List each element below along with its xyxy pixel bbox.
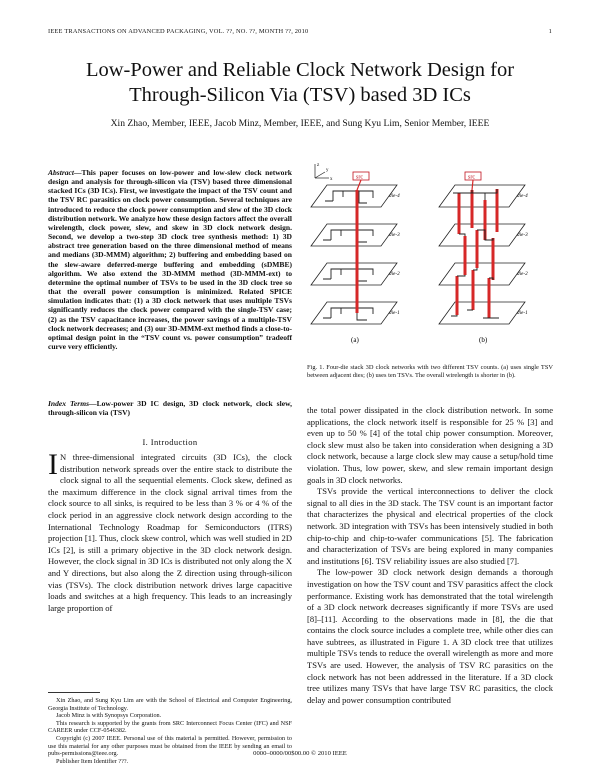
abstract (48, 168, 292, 351)
running-head (48, 28, 552, 35)
paragraph-power: the total power dissipated in the clock distribution network. In some applications, the clock network itself is responsible for 25 % [3] and even up to 50 % [4] of the total chip power consumption. Moreover, clock slew must also be taken into consideration when designing a 3D clock network, because a large clock slew may cause a setup/hold time violation. Thus, low power, skew, and slew remain important design goals in 3D clock networks. (307, 405, 553, 485)
panel-b-die-1-label: die-1 (517, 310, 528, 316)
section-heading: I. Introduction (142, 437, 198, 447)
footnote-affiliation-2: Jacob Minz is with Synopsys Corporation. (56, 712, 162, 720)
authors: Xin Zhao, Member, IEEE, Jacob Minz, Member, IEEE, and Sung Kyu Lim, Senior Member, IEEE (110, 118, 490, 129)
figure-1-diagram (307, 160, 553, 360)
abstract-lead: Abstract (48, 168, 74, 177)
panel-b-src-label: src (468, 174, 475, 181)
footnote-copyright: Copyright (c) 2007 IEEE. Personal use of this material is permitted. However, permission to use this material for any other purposes must be obtained from the IEEE by sending an email to pubs-permissions@ieee.org. (48, 734, 292, 758)
index-terms (48, 399, 292, 417)
panel-a-die-3 (311, 224, 397, 246)
drop-cap: I (48, 448, 58, 481)
panel-b-die-4-label: die-4 (517, 193, 528, 199)
panel-a-die-1 (311, 302, 397, 324)
panel-b-die-3 (439, 224, 525, 246)
title-line-2: Through-Silicon Via (TSV) based 3D ICs (129, 84, 471, 106)
axis-y-label: y (326, 168, 329, 173)
panel-a-label: (a) (351, 336, 359, 344)
axis-y-line (315, 172, 325, 178)
panel-a-die-3-label: die-3 (389, 232, 400, 238)
paper-title (20, 58, 580, 108)
panel-b-die-4 (439, 185, 525, 207)
journal-name: IEEE TRANSACTIONS ON ADVANCED PACKAGING, VOL. ??, NO. ??, MONTH ??, 2010 (48, 28, 309, 35)
panel-a-die-1-label: die-1 (389, 310, 400, 316)
panel-b-die-1 (439, 302, 525, 324)
abstract-text: —This paper focuses on low-power and low-slew clock network design and analysis for through-silicon via (TSV) based three dimensional stacked ICs (3D ICs). First, we investigate the impact of the TSV count and the TSV RC parasitics on clock power consumption. Several techniques are introduced to reduce the clock power consumption and slew of the 3D clock distribution network. We analyze how these design factors affect the overall wirelength, clock power, slew, and skew in 3D clock network design. Second, we develop a two-step 3D clock tree synthesis method: 1) 3D abstract tree generation based on the three dimensional method of means and medians (3D-MMM) algorithm; 2) buffering and embedding based on the slew-aware deferred-merge buffering and embedding (sDMBE) algorithm. We also extend the 3D-MMM method (3D-MMM-ext) to determine the optimal number of TSVs to be used in the 3D clock tree so that the overall power consumption is minimized. Related SPICE simulation indicates that: (1) a 3D clock network that uses multiple TSVs significantly reduces the clock power compared with the single-TSV case; (2) as the TSV capacitance increases, the power savings of a multiple-TSV clock network decreases; and (3) our 3D-MMM-ext method finds a close-to-optimal design point in the “TSV count vs. power consumption” tradeoff curve very efficiently. (48, 168, 292, 351)
panel-b-die-2-label: die-2 (517, 271, 528, 277)
axis-z-label: z (317, 163, 320, 168)
footnote-identifier: Publisher Item Identifier ???. (56, 757, 129, 765)
title-line-1: Low-Power and Reliable Clock Network Design for (85, 59, 515, 81)
index-terms-lead: Index Terms (48, 399, 90, 408)
panel-b-src-link (472, 180, 473, 190)
panel-a-clock-trees (323, 191, 373, 320)
panel-a-die-4 (311, 185, 397, 207)
index-terms-text: —Low-power 3D IC design, 3D clock network, clock slew, through-silicon via (TSV) (48, 399, 292, 418)
figure-1-caption: Fig. 1. Four-die stack 3D clock networks with two different TSV counts. (a) uses single TSV between adjacent dies; (b) uses ten TSVs. The overall wirelength is shorter in (b). (307, 364, 553, 379)
page-number: 1 (548, 28, 552, 35)
right-column-body (307, 405, 553, 706)
footnote-rule (48, 692, 100, 693)
intro-paragraph: N three-dimensional integrated circuits (3D ICs), the clock distribution network spreads over the entire stack to distribute the clock signal to all the sequential elements. Clock skew, defined as the maximum difference in the clock signal arrival times from the clock source to all sinks, is required to be less than 3 % or 4 % of the clock period in an aggressive clock network design according to the International Technology Roadmap for Semiconductors (ITRS) projection [1]. Thus, clock skew control, which was well studied in 2D ICs [2], is still a primary objective in the 3D clock network design. However, the clock signal in 3D ICs is distributed not only along the X and Y directions, but also along the Z direction using through-silicon vias (TSVs). The clock distribution network drives large capacitive loads and switches at a high frequency. This leads to an increasingly large proportion of (48, 452, 292, 613)
panel-b-dies (439, 185, 525, 324)
paragraph-low-power-design: The low-power 3D clock network design demands a thorough investigation on how the TSV count and TSV parasitics affect the clock performance. Existing work has demonstrated that the total wirelength of a 3D clock network decreases significantly if more TSVs are used [8]–[11]. According to the observations made in [8], the die that contains the clock source includes a complete tree, while other dies can have subtrees, as illustrated in Figure 1. A 3D clock tree that utilizes multiple TSVs tends to reduce the overall wirelength as more and more TSVs are used. However, the analysis of TSV RC parasitics on the clock network has not been addressed in the literature. If a 3D clock tree utilizes many TSVs that have large TSV RC parasitics, the clock delay and power consumption contributed (307, 567, 553, 705)
panel-b-label: (b) (479, 336, 488, 344)
introduction-body (48, 448, 292, 614)
page-footer: 0000–0000/00$00.00 © 2010 IEEE (253, 750, 347, 757)
footnote-affiliation: Xin Zhao, and Sung Kyu Lim are with the School of Electrical and Computer Engineering, Georgia Institute of Technology. (48, 697, 292, 712)
panel-a-src-label: src (356, 174, 363, 181)
panel-b-die-3-label: die-3 (517, 232, 528, 238)
paragraph-tsvs: TSVs provide the vertical interconnections to deliver the clock signal to all dies in the 3D stack. The TSV count is an important factor that characterizes the physical and electrical properties of the clock network. 3D integration with TSVs has been intensively studied in both chip-to-chip and chip-to-wafer communications [5]. The fabrication and characterization of TSVs are being explored in many companies and institutions [6]. TSV reliability issues are also studied [7]. (307, 486, 553, 566)
panel-a-die-2-label: die-2 (389, 271, 400, 277)
panel-b-die-2 (439, 263, 525, 285)
panel-a-die-4-label: die-4 (389, 193, 400, 199)
panel-a-dies (311, 185, 397, 324)
figure-1 (307, 160, 553, 360)
panel-a-die-2 (311, 263, 397, 285)
axis-x-label: x (330, 177, 333, 182)
panel-b-tsvs (457, 189, 497, 318)
footnote-funding: This research is supported by the grants from SRC Interconnect Focus Center (IFC) and NSF CAREER under CCF-0546382. (48, 719, 292, 735)
